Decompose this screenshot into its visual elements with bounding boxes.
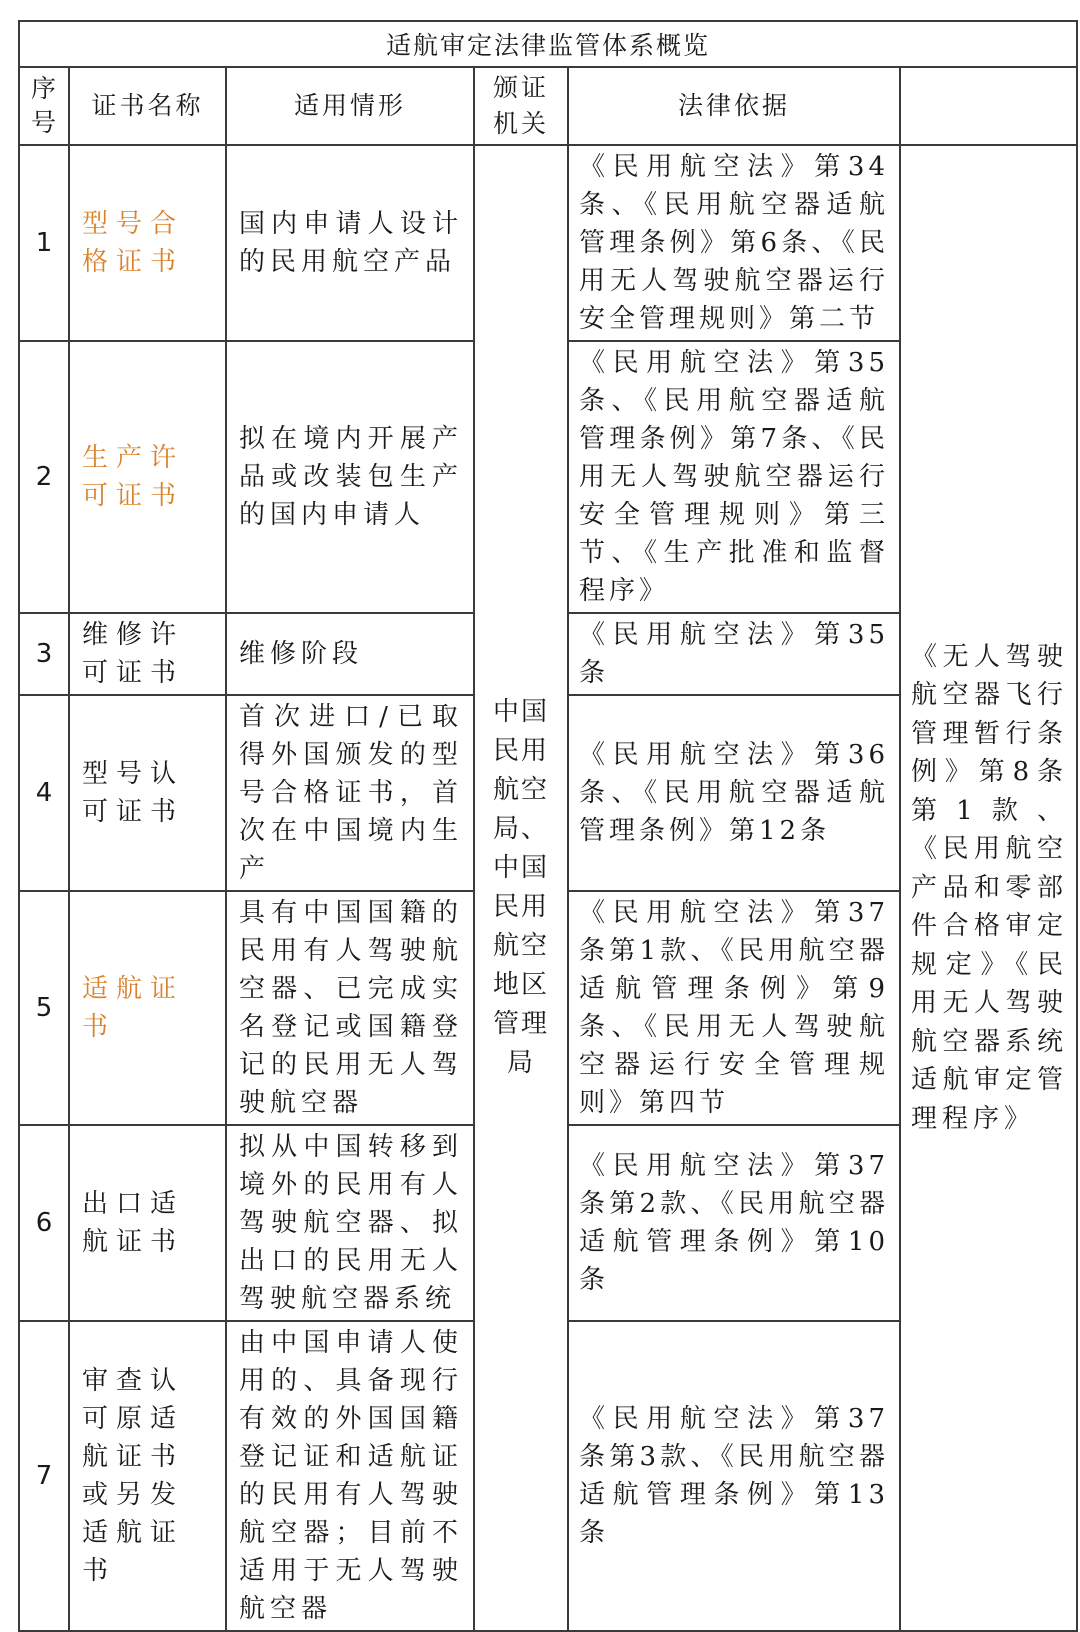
applicable-case: 首次进口/已取得外国颁发的型号合格证书，首次在中国境内生产 xyxy=(239,702,463,884)
certificate-name: 型号合格证书 xyxy=(82,209,185,277)
case-cell xyxy=(226,341,474,613)
header-authority-label: 颁证机关 xyxy=(493,73,550,138)
row-number: 4 xyxy=(19,695,69,891)
basis-cell xyxy=(568,145,900,341)
header-no xyxy=(19,67,69,145)
certificate-name: 型号认可证书 xyxy=(82,759,185,827)
case-cell xyxy=(226,891,474,1125)
row-number: 1 xyxy=(19,145,69,341)
legal-basis: 《民用航空法》第37条第2款、《民用航空器适航管理条例》第10条 xyxy=(579,1151,889,1295)
certificate-name: 维修许可证书 xyxy=(82,620,185,688)
header-no-label: 序号 xyxy=(31,74,60,137)
header-authority xyxy=(474,67,568,145)
basis-cell xyxy=(568,613,900,695)
certificate-name-cell xyxy=(69,695,226,891)
certificate-name-cell xyxy=(69,1321,226,1631)
applicable-case: 具有中国国籍的民用有人驾驶航空器、已完成实名登记或国籍登记的民用无人驾驶航空器 xyxy=(239,898,463,1118)
legal-basis: 《民用航空法》第35条、《民用航空器适航管理条例》第7条、《民用无人驾驶航空器运行安全管理规则》第三节、《生产批准和监督程序》 xyxy=(579,348,889,606)
header-row xyxy=(19,67,1077,145)
legal-basis: 《民用航空法》第37条第1款、《民用航空器适航管理条例》第9条、《民用无人驾驶航空器运行安全管理规则》第四节 xyxy=(579,898,889,1118)
applicable-case: 由中国申请人使用的、具备现行有效的外国国籍登记证和适航证的民用有人驾驶航空器；目前不适用于无人驾驶航空器 xyxy=(239,1328,463,1624)
case-cell xyxy=(226,613,474,695)
row-number: 7 xyxy=(19,1321,69,1631)
authority-cell xyxy=(474,145,568,1631)
row-number: 6 xyxy=(19,1125,69,1321)
certificate-name-cell xyxy=(69,613,226,695)
common-legal-basis: 《无人驾驶航空器飞行管理暂行条例》第8条第1款、《民用航空产品和零部件合格审定规定》《民用无人驾驶航空器系统适航审定管理程序》 xyxy=(911,641,1069,1134)
table-row xyxy=(19,145,1077,341)
row-number: 2 xyxy=(19,341,69,613)
header-name: 证书名称 xyxy=(69,67,226,145)
legal-basis: 《民用航空法》第35条 xyxy=(579,620,889,688)
table-title: 适航审定法律监管体系概览 xyxy=(19,21,1077,67)
case-cell xyxy=(226,1321,474,1631)
basis-cell xyxy=(568,891,900,1125)
airworthiness-law-table xyxy=(18,20,1078,1632)
case-cell xyxy=(226,145,474,341)
case-cell xyxy=(226,1125,474,1321)
certificate-name: 审查认可原适航证书或另发适航证书 xyxy=(82,1366,185,1586)
case-cell xyxy=(226,695,474,891)
applicable-case: 拟从中国转移到境外的民用有人驾驶航空器、拟出口的民用无人驾驶航空器系统 xyxy=(239,1132,463,1314)
legal-basis: 《民用航空法》第34条、《民用航空器适航管理条例》第6条、《民用无人驾驶航空器运行安全管理规则》第二节 xyxy=(579,152,889,334)
extra-basis-cell xyxy=(900,145,1077,1631)
applicable-case: 维修阶段 xyxy=(239,639,364,669)
row-number: 3 xyxy=(19,613,69,695)
certificate-name-cell xyxy=(69,891,226,1125)
header-case: 适用情形 xyxy=(226,67,474,145)
basis-cell xyxy=(568,341,900,613)
certificate-name-cell xyxy=(69,145,226,341)
basis-cell xyxy=(568,1321,900,1631)
certificate-name-cell xyxy=(69,1125,226,1321)
basis-cell xyxy=(568,1125,900,1321)
header-basis: 法律依据 xyxy=(568,67,900,145)
certificate-name: 适航证书 xyxy=(82,974,185,1042)
applicable-case: 拟在境内开展产品或改装包生产的国内申请人 xyxy=(239,424,463,530)
certificate-name: 出口适航证书 xyxy=(82,1189,185,1257)
row-number: 5 xyxy=(19,891,69,1125)
header-extra xyxy=(900,67,1077,145)
issuing-authority: 中国民用航空局、中国民用航空地区管理局 xyxy=(492,697,549,1078)
certificate-name: 生产许可证书 xyxy=(82,443,185,511)
legal-basis: 《民用航空法》第37条第3款、《民用航空器适航管理条例》第13条 xyxy=(579,1404,889,1548)
basis-cell xyxy=(568,695,900,891)
applicable-case: 国内申请人设计的民用航空产品 xyxy=(239,209,463,277)
certificate-name-cell xyxy=(69,341,226,613)
legal-basis: 《民用航空法》第36条、《民用航空器适航管理条例》第12条 xyxy=(579,740,889,846)
